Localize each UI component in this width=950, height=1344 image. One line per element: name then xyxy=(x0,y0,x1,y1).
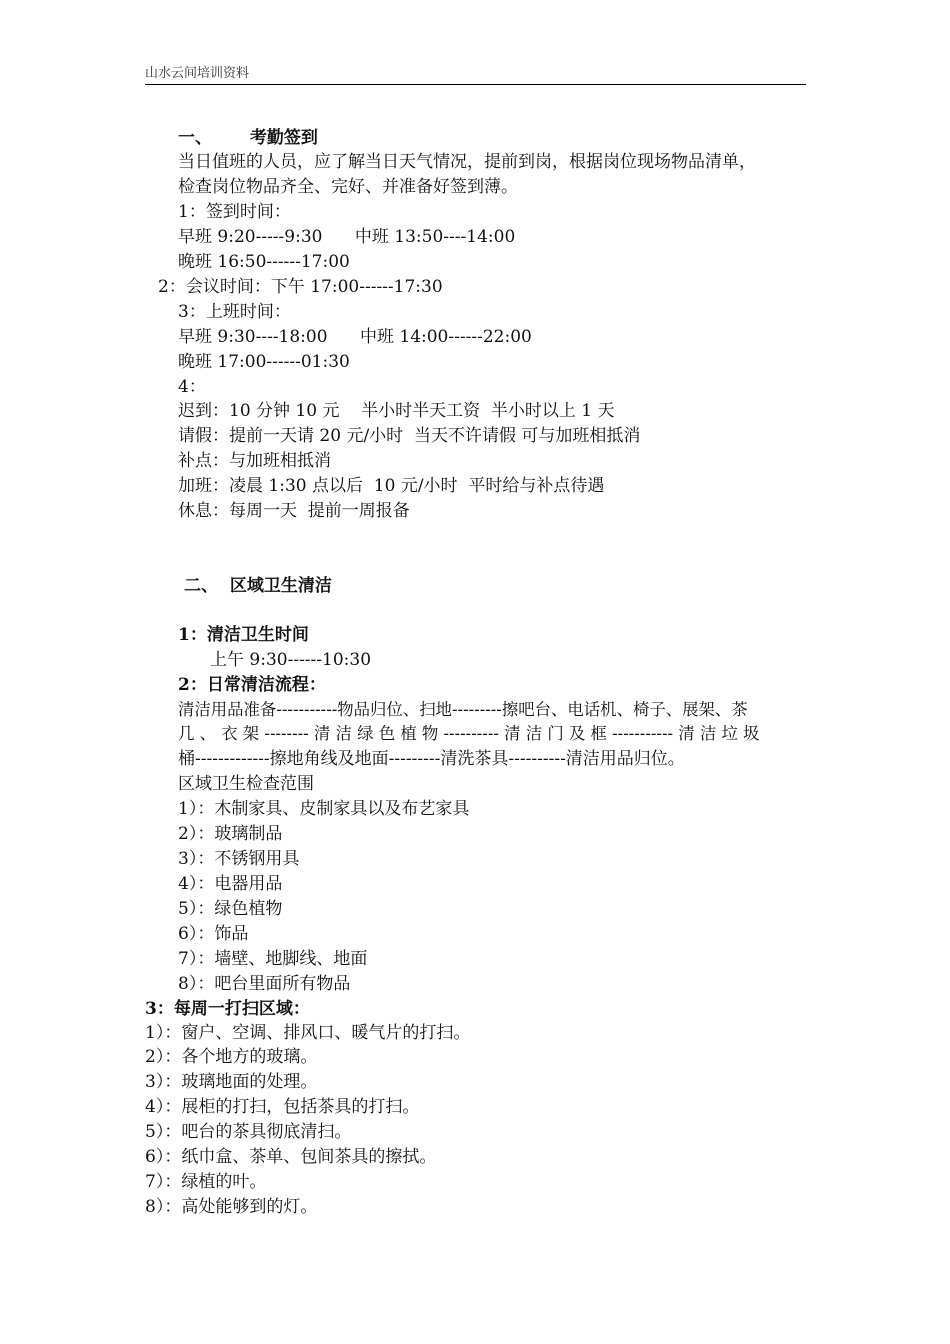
scope-item: 5）：绿色植物 xyxy=(178,899,283,919)
scope-item: 1）：木制家具、皮制家具以及布艺家具 xyxy=(178,799,470,819)
weekly-item: 7）：绿植的叶。 xyxy=(145,1172,267,1192)
work-title: 3：上班时间： xyxy=(178,302,291,322)
scope-title: 区域卫生检查范围 xyxy=(178,774,314,794)
weekly-item: 6）：纸巾盒、茶单、包间茶具的擦拭。 xyxy=(145,1147,437,1167)
scope-item: 8）：吧台里面所有物品 xyxy=(178,974,351,994)
weekly-item: 8）：高处能够到的灯。 xyxy=(145,1197,318,1217)
header-title: 山水云间培训资料 xyxy=(145,66,250,81)
flow-line-1: 清洁用品准备-----------物品归位、扫地---------擦吧台、电话机、椅子、展架、茶 xyxy=(178,700,748,719)
scope-item: 4）：电器用品 xyxy=(178,874,283,894)
rule-leave: 请假：提前一天请 20 元/小时 当天不许请假 可与加班相抵消 xyxy=(178,426,641,446)
rule-makeup: 补点：与加班相抵消 xyxy=(178,451,331,471)
section2-heading: 二、 区域卫生清洁 xyxy=(184,576,332,596)
weekly-item: 3）：玻璃地面的处理。 xyxy=(145,1072,318,1092)
section1-heading-num: 一、 xyxy=(178,128,212,148)
clean-time-title: 1：清洁卫生时间 xyxy=(178,625,309,645)
flow-line-3: 桶-------------擦地角线及地面---------清洗茶具----------清洁用品归位。 xyxy=(178,749,685,769)
weekly-item: 4）：展柜的打扫，包括茶具的打扫。 xyxy=(145,1097,420,1117)
flow-title: 2：日常清洁流程： xyxy=(178,675,326,695)
rule-overtime: 加班：凌晨 1:30 点以后 10 元/小时 平时给与补点待遇 xyxy=(178,476,605,496)
section1-heading xyxy=(178,126,318,150)
meeting-time: 2：会议时间：下午 17:00------17:30 xyxy=(158,277,443,297)
weekly-item: 1）：窗户、空调、排风口、暖气片的打扫。 xyxy=(145,1023,471,1043)
scope-item: 3）：不锈钢用具 xyxy=(178,849,300,869)
weekly-item: 2）：各个地方的玻璃。 xyxy=(145,1047,318,1067)
section1-intro-2: 检查岗位物品齐全、完好、并准备好签到薄。 xyxy=(178,177,518,197)
section1-heading-text: 考勤签到 xyxy=(249,128,318,148)
scope-item: 7）：墙壁、地脚线、地面 xyxy=(178,949,368,969)
signin-title: 1：签到时间： xyxy=(178,202,291,222)
clean-time-value: 上午 9:30------10:30 xyxy=(210,650,372,670)
weekly-item: 5）：吧台的茶具彻底清扫。 xyxy=(145,1122,352,1142)
page-header xyxy=(145,62,806,85)
signin-line-2: 晚班 16:50------17:00 xyxy=(178,252,350,272)
signin-line-1: 早班 9:20-----9:30 中班 13:50----14:00 xyxy=(178,227,516,247)
flow-line-2: 几 、 衣 架 -------- 清 洁 绿 色 植 物 ---------- 清 洁 门 及 框 ----------- 清 洁 垃 圾 xyxy=(178,724,760,743)
scope-item: 2）：玻璃制品 xyxy=(178,824,283,844)
rule-late: 迟到：10 分钟 10 元 半小时半天工资 半小时以上 1 天 xyxy=(178,401,615,421)
weekly-title: 3：每周一打扫区域： xyxy=(145,999,310,1019)
work-line-1: 早班 9:30----18:00 中班 14:00------22:00 xyxy=(178,327,532,347)
work-line-2: 晚班 17:00------01:30 xyxy=(178,352,350,372)
section1-intro-1: 当日值班的人员，应了解当日天气情况，提前到岗，根据岗位现场物品清单， xyxy=(178,152,756,172)
scope-item: 6）：饰品 xyxy=(178,924,249,944)
rule-rest: 休息：每周一天 提前一周报备 xyxy=(178,501,410,521)
rules-title: 4： xyxy=(178,377,206,397)
